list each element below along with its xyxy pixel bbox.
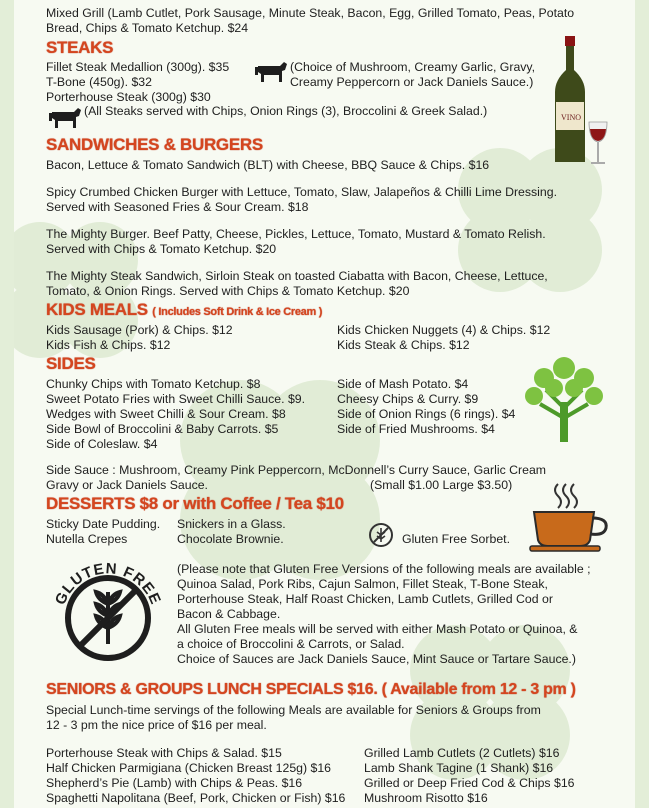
seniors-item: Lamb Shank Tagine (1 Shank) $16 [364, 761, 554, 775]
broccoli-tree-icon [522, 352, 606, 444]
side-item: Cheesy Chips & Curry. $9 [337, 392, 479, 406]
svg-text:VINO: VINO [561, 113, 581, 122]
sandwich-mighty-line2: Served with Chips & Tomato Ketchup. $20 [46, 242, 277, 256]
desserts-heading: DESSERTS $8 or with Coffee / Tea $10 [46, 494, 344, 513]
gluten-free-line: Porterhouse Steak, Half Roast Chicken, Lamb Cutlets, Grilled Cod or [177, 592, 553, 606]
kids-item: Kids Steak & Chips. $12 [337, 338, 470, 352]
gluten-free-line: Quinoa Salad, Pork Ribs, Cajun Salmon, Fillet Steak, T-Bone Steak, [177, 577, 548, 591]
wine-bottle-glass-icon [551, 36, 611, 172]
cow-icon [254, 58, 288, 86]
gluten-free-line: a choice of Broccolini & Carrots, or Salad. [177, 637, 405, 651]
side-item: Side of Onion Rings (6 rings). $4 [337, 407, 516, 421]
sandwich-chicken-line1: Spicy Crumbed Chicken Burger with Lettuce, Tomato, Slaw, Jalapeños & Chilli Lime Dressing. [46, 185, 558, 199]
side-sauce-price: (Small $1.00 Large $3.50) [370, 478, 513, 492]
steaks-heading: STEAKS [46, 38, 114, 57]
side-item: Side Bowl of Broccolini & Baby Carrots. $5 [46, 422, 279, 436]
seniors-item: Spaghetti Napolitana (Beef, Pork, Chicken or Fish) $16 [46, 791, 346, 805]
side-item: Side of Fried Mushrooms. $4 [337, 422, 495, 436]
coffee-cup-icon [528, 480, 612, 554]
seniors-intro-line1: Special Lunch-time servings of the following Meals are available for Seniors & Groups from [46, 703, 541, 717]
side-item: Sweet Potato Fries with Sweet Chilli Sauce. $9. [46, 392, 306, 406]
seniors-item: Grilled or Deep Fried Cod & Chips $16 [364, 776, 575, 790]
side-item: Side of Mash Potato. $4 [337, 377, 469, 391]
sandwich-blt: Bacon, Lettuce & Tomato Sandwich (BLT) with Cheese, BBQ Sauce & Chips. $16 [46, 158, 490, 172]
kids-item: Kids Sausage (Pork) & Chips. $12 [46, 323, 233, 337]
side-item: Wedges with Sweet Chilli & Sour Cream. $8 [46, 407, 286, 421]
cow-icon [48, 104, 82, 132]
side-sauce-line1: Side Sauce : Mushroom, Creamy Pink Peppercorn, McDonnell’s Curry Sauce, Garlic Cream [46, 463, 547, 477]
seniors-item: Shepherd’s Pie (Lamb) with Chips & Peas. $16 [46, 776, 303, 790]
seniors-item: Grilled Lamb Cutlets (2 Cutlets) $16 [364, 746, 560, 760]
gluten-free-line: Bacon & Cabbage. [177, 607, 281, 621]
menu-page [46, 0, 649, 808]
mixed-grill-line1: Mixed Grill (Lamb Cutlet, Pork Sausage, Minute Steak, Bacon, Egg, Grilled Tomato, Peas, Potato [46, 6, 575, 20]
gluten-free-line: Choice of Sauces are Jack Daniels Sauce, Mint Sauce or Tartare Sauce.) [177, 652, 576, 666]
gluten-free-small-icon [368, 520, 394, 548]
kids-item: Kids Fish & Chips. $12 [46, 338, 171, 352]
seniors-item: Mushroom Risotto $16 [364, 791, 488, 805]
steak-fillet: Fillet Steak Medallion (300g). $35 [46, 60, 230, 74]
dessert-item: Chocolate Brownie. [177, 532, 284, 546]
kids-item: Kids Chicken Nuggets (4) & Chips. $12 [337, 323, 551, 337]
gluten-free-badge-icon [52, 552, 166, 666]
kids-heading-title: KIDS MEALS [46, 300, 148, 319]
sandwich-chicken-line2: Served with Seasoned Fries & Sour Cream. $18 [46, 200, 309, 214]
seniors-item: Half Chicken Parmigiana (Chicken Breast 125g) $16 [46, 761, 332, 775]
mixed-grill-line2: Bread, Chips & Tomato Ketchup. $24 [46, 21, 249, 35]
sides-heading: SIDES [46, 354, 96, 373]
side-item: Side of Coleslaw. $4 [46, 437, 158, 451]
gluten-free-badge-text: GLUTEN FREE [52, 560, 165, 608]
kids-heading-note: ( Includes Soft Drink & Ice Cream ) [152, 306, 323, 318]
kids-heading [46, 300, 322, 322]
dessert-item: Snickers in a Glass. [177, 517, 286, 531]
left-border [0, 0, 14, 808]
dessert-item: Sticky Date Pudding. [46, 517, 161, 531]
seniors-intro-line2: 12 - 3 pm the nice price of $16 per meal. [46, 718, 267, 732]
steak-tbone: T-Bone (450g). $32 [46, 75, 152, 89]
side-sauce-line2: Gravy or Jack Daniels Sauce. [46, 478, 208, 492]
sandwich-steak-line2: Tomato, & Onion Rings. Served with Chips & Tomato Ketchup. $20 [46, 284, 410, 298]
gluten-free-line: All Gluten Free meals will be served with either Mash Potato or Quinoa, & [177, 622, 578, 636]
seniors-item: Porterhouse Steak with Chips & Salad. $15 [46, 746, 282, 760]
sandwiches-heading: SANDWICHES & BURGERS [46, 135, 263, 154]
seniors-heading: SENIORS & GROUPS LUNCH SPECIALS $16. ( Available from 12 - 3 pm ) [46, 681, 576, 698]
steak-served: (All Steaks served with Chips, Onion Rings (3), Broccolini & Greek Salad.) [84, 104, 488, 118]
gluten-free-line: (Please note that Gluten Free Versions of the following meals are available ; [177, 562, 591, 576]
sandwich-steak-line1: The Mighty Steak Sandwich, Sirloin Steak on toasted Ciabatta with Bacon, Cheese, Lettuce, [46, 269, 548, 283]
side-item: Chunky Chips with Tomato Ketchup. $8 [46, 377, 261, 391]
sandwich-mighty-line1: The Mighty Burger. Beef Patty, Cheese, Pickles, Lettuce, Tomato, Mustard & Tomato Relish. [46, 227, 546, 241]
steak-sauce-line2: Creamy Peppercorn or Jack Daniels Sauce.) [290, 75, 534, 89]
dessert-item: Nutella Crepes [46, 532, 128, 546]
gluten-free-sorbet: Gluten Free Sorbet. [402, 532, 510, 546]
steak-porterhouse: Porterhouse Steak (300g) $30 [46, 90, 211, 104]
steak-sauce-line1: (Choice of Mushroom, Creamy Garlic, Gravy, [290, 60, 536, 74]
